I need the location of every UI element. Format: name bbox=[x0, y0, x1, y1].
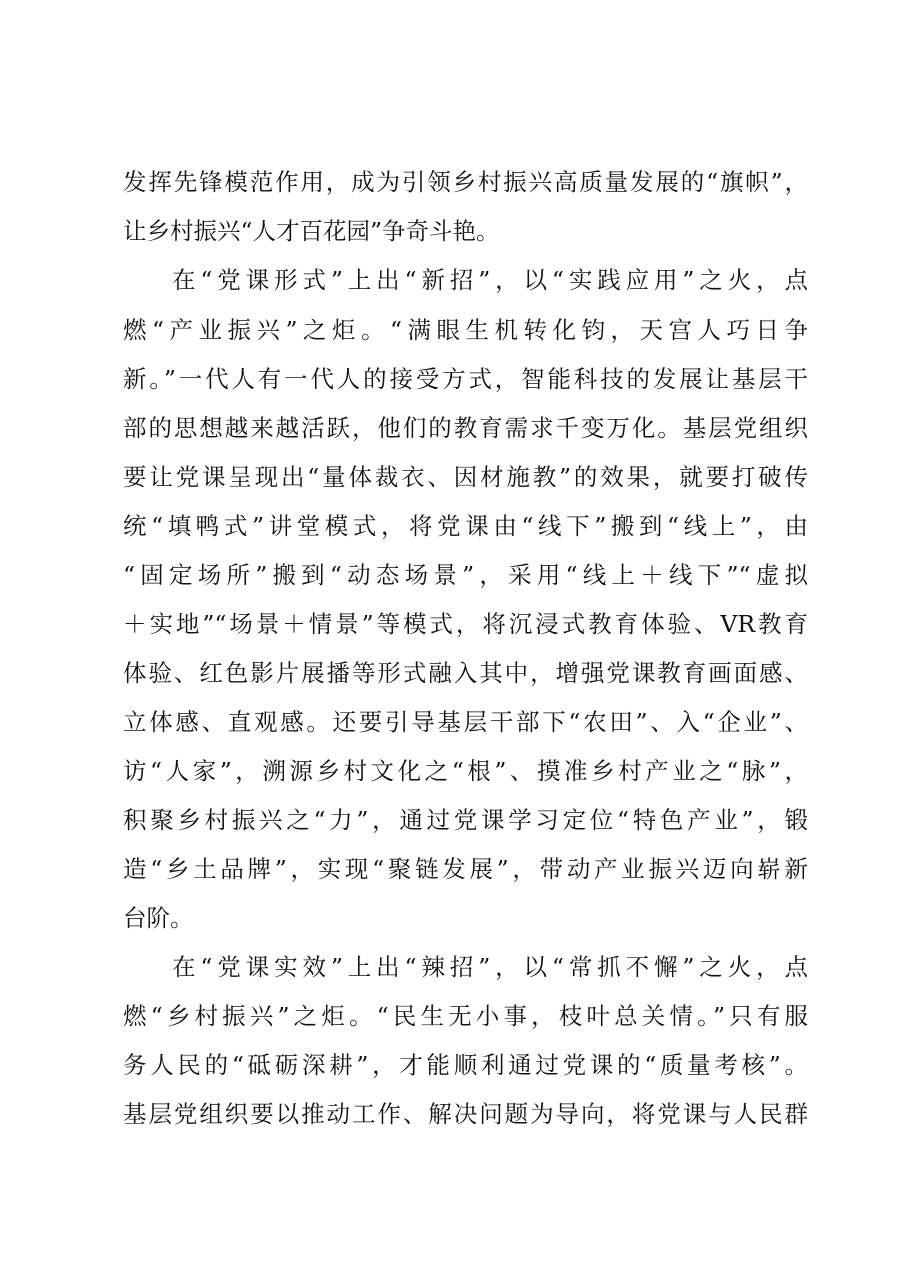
text-line: 统“填鸭式”讲堂模式，将党课由“线下”搬到“线上”，由 bbox=[123, 512, 808, 540]
paragraph-first-line: 在“党课实效”上出“辣招”，以“常抓不懈”之火，点 bbox=[172, 953, 808, 981]
text-line: “固定场所”搬到“动态场景”，采用“线上＋线下”“虚拟 bbox=[123, 561, 808, 589]
text-line: 台阶。 bbox=[123, 904, 194, 932]
text-line: 积聚乡村振兴之“力”，通过党课学习定位“特色产业”，锻 bbox=[123, 806, 808, 834]
text-line: 立体感、直观感。还要引导基层干部下“农田”、入“企业”、 bbox=[123, 708, 808, 736]
text-line: 要让党课呈现出“量体裁衣、因材施教”的效果，就要打破传 bbox=[123, 463, 808, 491]
text-line: 新。”一代人有一代人的接受方式，智能科技的发展让基层干 bbox=[123, 365, 808, 393]
text-line: 发挥先锋模范作用，成为引领乡村振兴高质量发展的“旗帜”， bbox=[123, 168, 808, 196]
text-line: 燃“产业振兴”之炬。“满眼生机转化钧，天宫人巧日争 bbox=[123, 316, 808, 344]
text-line: 基层党组织要以推动工作、解决问题为导向，将党课与人民群 bbox=[123, 1100, 808, 1128]
text-line: 造“乡土品牌”，实现“聚链发展”，带动产业振兴迈向崭新 bbox=[123, 855, 808, 883]
text-line: 让乡村振兴“人才百花园”争奇斗艳。 bbox=[123, 217, 500, 245]
text-line: 部的思想越来越活跃，他们的教育需求千变万化。基层党组织 bbox=[123, 414, 808, 442]
text-line: 燃“乡村振兴”之炬。“民生无小事，枝叶总关情。”只有服 bbox=[123, 1002, 808, 1030]
paragraph-first-line: 在“党课形式”上出“新招”，以“实践应用”之火，点 bbox=[172, 266, 808, 294]
text-line: ＋实地”“场景＋情景”等模式，将沉浸式教育体验、VR教育 bbox=[123, 610, 808, 638]
text-line: 访“人家”，溯源乡村文化之“根”、摸准乡村产业之“脉”， bbox=[123, 757, 808, 785]
text-line: 务人民的“砥砺深耕”，才能顺利通过党课的“质量考核”。 bbox=[123, 1051, 808, 1079]
text-line: 体验、红色影片展播等形式融入其中，增强党课教育画面感、 bbox=[123, 659, 808, 687]
